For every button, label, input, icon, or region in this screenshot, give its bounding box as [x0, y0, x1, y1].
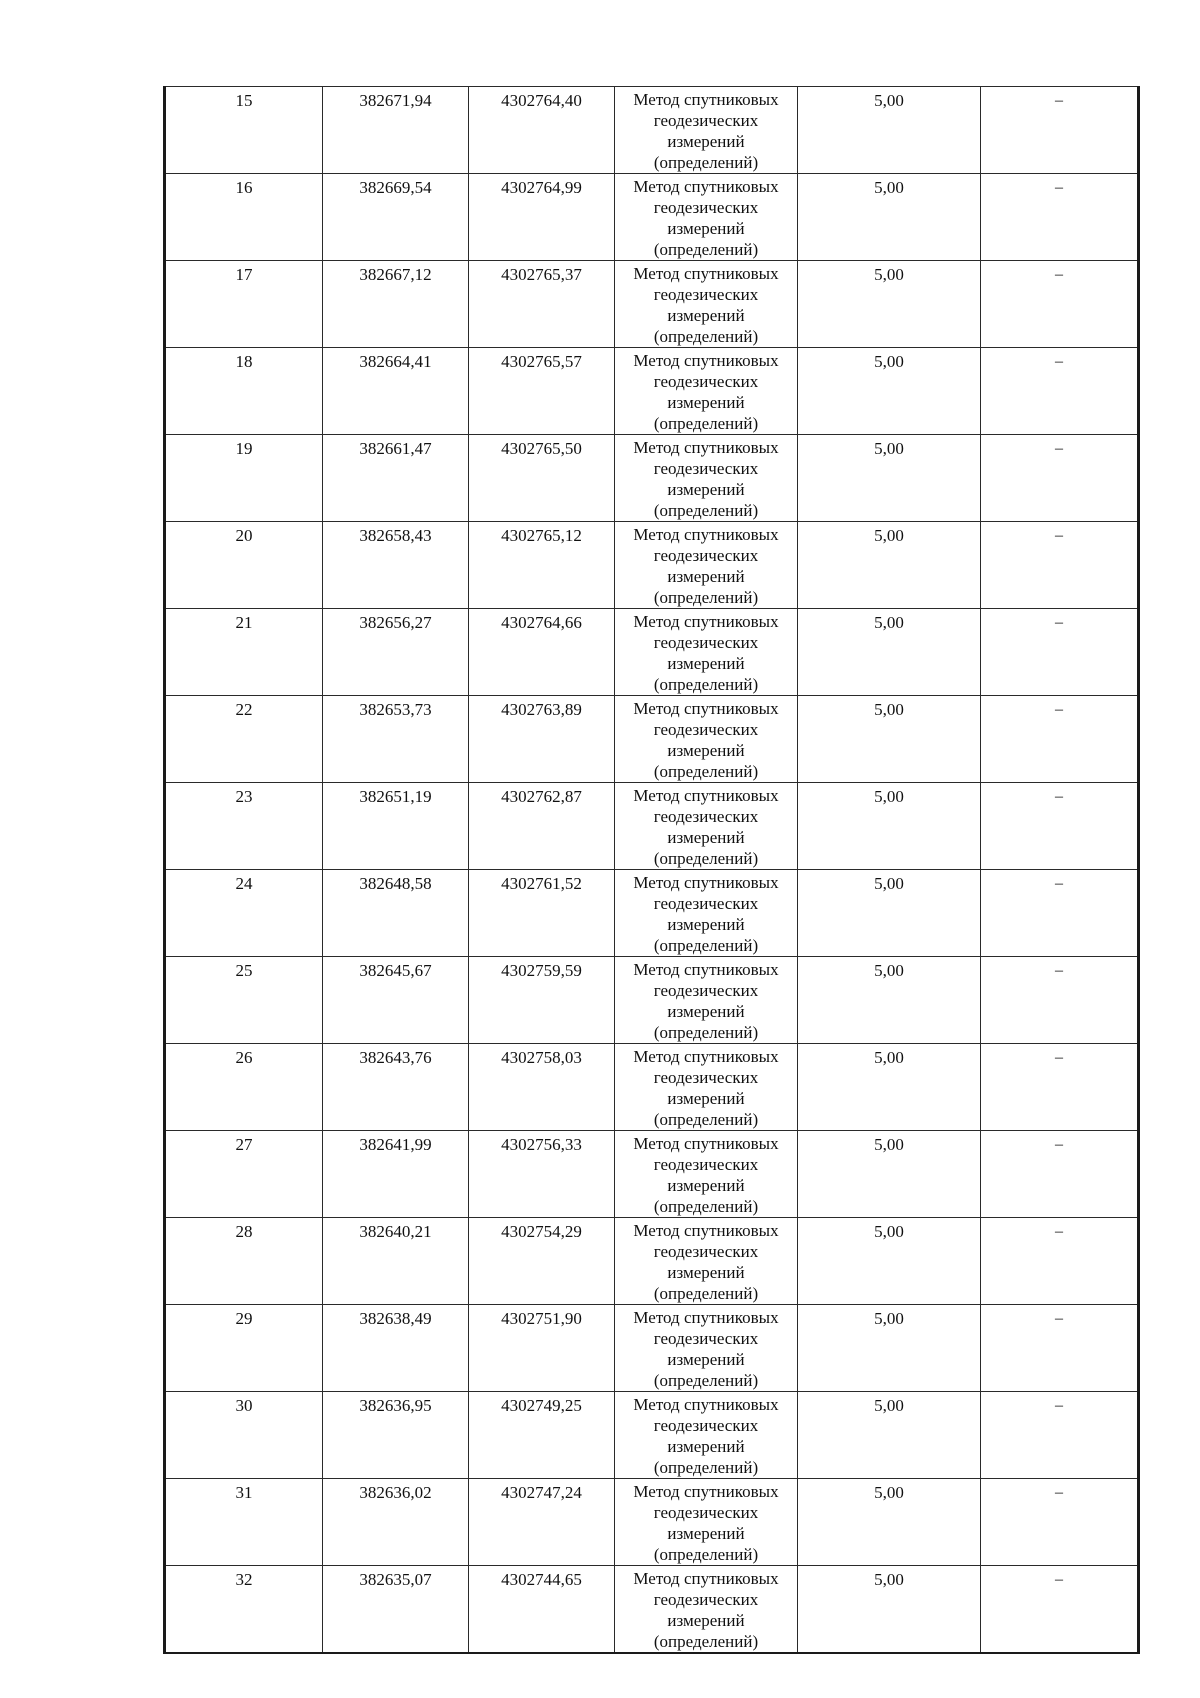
coord-y-cell: 4302765,12	[469, 522, 615, 609]
coord-y-cell: 4302765,37	[469, 261, 615, 348]
coord-x-cell: 382635,07	[323, 1566, 469, 1654]
accuracy-cell: 5,00	[798, 957, 981, 1044]
table-row	[165, 609, 1139, 696]
note-cell: –	[981, 261, 1139, 348]
point-number-cell: 31	[165, 1479, 323, 1566]
coord-y-cell: 4302759,59	[469, 957, 615, 1044]
method-cell: Метод спутниковых геодезических измерений (определений)	[615, 1044, 798, 1131]
point-number-cell: 19	[165, 435, 323, 522]
coord-x-cell: 382640,21	[323, 1218, 469, 1305]
table-row	[165, 957, 1139, 1044]
coord-y-cell: 4302764,40	[469, 87, 615, 174]
coord-x-cell: 382648,58	[323, 870, 469, 957]
table-row	[165, 696, 1139, 783]
note-cell: –	[981, 957, 1139, 1044]
coord-y-cell: 4302751,90	[469, 1305, 615, 1392]
note-cell: –	[981, 87, 1139, 174]
method-cell: Метод спутниковых геодезических измерений (определений)	[615, 1392, 798, 1479]
accuracy-cell: 5,00	[798, 1131, 981, 1218]
note-cell: –	[981, 783, 1139, 870]
note-cell: –	[981, 1566, 1139, 1654]
accuracy-cell: 5,00	[798, 87, 981, 174]
note-cell: –	[981, 1392, 1139, 1479]
table-row	[165, 261, 1139, 348]
accuracy-cell: 5,00	[798, 696, 981, 783]
point-number-cell: 28	[165, 1218, 323, 1305]
method-cell: Метод спутниковых геодезических измерений (определений)	[615, 696, 798, 783]
accuracy-cell: 5,00	[798, 261, 981, 348]
accuracy-cell: 5,00	[798, 609, 981, 696]
coord-x-cell: 382645,67	[323, 957, 469, 1044]
accuracy-cell: 5,00	[798, 522, 981, 609]
accuracy-cell: 5,00	[798, 1566, 981, 1654]
point-number-cell: 24	[165, 870, 323, 957]
coord-x-cell: 382641,99	[323, 1131, 469, 1218]
note-cell: –	[981, 435, 1139, 522]
point-number-cell: 27	[165, 1131, 323, 1218]
coord-y-cell: 4302754,29	[469, 1218, 615, 1305]
coord-x-cell: 382656,27	[323, 609, 469, 696]
method-cell: Метод спутниковых геодезических измерений (определений)	[615, 435, 798, 522]
coord-y-cell: 4302747,24	[469, 1479, 615, 1566]
table-row	[165, 1479, 1139, 1566]
table-row	[165, 87, 1139, 174]
coord-x-cell: 382658,43	[323, 522, 469, 609]
coord-x-cell: 382664,41	[323, 348, 469, 435]
accuracy-cell: 5,00	[798, 1044, 981, 1131]
coord-x-cell: 382653,73	[323, 696, 469, 783]
method-cell: Метод спутниковых геодезических измерений (определений)	[615, 1218, 798, 1305]
table-row	[165, 174, 1139, 261]
point-number-cell: 17	[165, 261, 323, 348]
table-row	[165, 1131, 1139, 1218]
coord-y-cell: 4302763,89	[469, 696, 615, 783]
coord-y-cell: 4302744,65	[469, 1566, 615, 1654]
point-number-cell: 18	[165, 348, 323, 435]
coord-y-cell: 4302765,57	[469, 348, 615, 435]
coord-x-cell: 382661,47	[323, 435, 469, 522]
table-row	[165, 522, 1139, 609]
point-number-cell: 20	[165, 522, 323, 609]
note-cell: –	[981, 870, 1139, 957]
method-cell: Метод спутниковых геодезических измерений (определений)	[615, 870, 798, 957]
method-cell: Метод спутниковых геодезических измерений (определений)	[615, 1566, 798, 1654]
point-number-cell: 15	[165, 87, 323, 174]
table-row	[165, 1218, 1139, 1305]
coord-x-cell: 382643,76	[323, 1044, 469, 1131]
coord-y-cell: 4302758,03	[469, 1044, 615, 1131]
coord-x-cell: 382651,19	[323, 783, 469, 870]
table-row	[165, 435, 1139, 522]
coord-y-cell: 4302756,33	[469, 1131, 615, 1218]
coord-x-cell: 382638,49	[323, 1305, 469, 1392]
note-cell: –	[981, 1218, 1139, 1305]
coord-y-cell: 4302765,50	[469, 435, 615, 522]
method-cell: Метод спутниковых геодезических измерений (определений)	[615, 87, 798, 174]
table-row	[165, 1392, 1139, 1479]
method-cell: Метод спутниковых геодезических измерений (определений)	[615, 957, 798, 1044]
coord-y-cell: 4302749,25	[469, 1392, 615, 1479]
point-number-cell: 25	[165, 957, 323, 1044]
accuracy-cell: 5,00	[798, 174, 981, 261]
accuracy-cell: 5,00	[798, 1479, 981, 1566]
accuracy-cell: 5,00	[798, 1305, 981, 1392]
note-cell: –	[981, 1044, 1139, 1131]
coord-x-cell: 382667,12	[323, 261, 469, 348]
point-number-cell: 21	[165, 609, 323, 696]
note-cell: –	[981, 1131, 1139, 1218]
note-cell: –	[981, 522, 1139, 609]
note-cell: –	[981, 348, 1139, 435]
point-number-cell: 32	[165, 1566, 323, 1654]
note-cell: –	[981, 696, 1139, 783]
coordinates-table-body	[165, 87, 1139, 1654]
point-number-cell: 29	[165, 1305, 323, 1392]
method-cell: Метод спутниковых геодезических измерений (определений)	[615, 174, 798, 261]
method-cell: Метод спутниковых геодезических измерений (определений)	[615, 1131, 798, 1218]
method-cell: Метод спутниковых геодезических измерений (определений)	[615, 1479, 798, 1566]
table-row	[165, 783, 1139, 870]
note-cell: –	[981, 1479, 1139, 1566]
point-number-cell: 22	[165, 696, 323, 783]
point-number-cell: 16	[165, 174, 323, 261]
method-cell: Метод спутниковых геодезических измерений (определений)	[615, 609, 798, 696]
coord-x-cell: 382669,54	[323, 174, 469, 261]
point-number-cell: 26	[165, 1044, 323, 1131]
method-cell: Метод спутниковых геодезических измерений (определений)	[615, 261, 798, 348]
coord-y-cell: 4302762,87	[469, 783, 615, 870]
note-cell: –	[981, 174, 1139, 261]
coord-x-cell: 382636,95	[323, 1392, 469, 1479]
method-cell: Метод спутниковых геодезических измерений (определений)	[615, 348, 798, 435]
point-number-cell: 23	[165, 783, 323, 870]
point-number-cell: 30	[165, 1392, 323, 1479]
coord-x-cell: 382636,02	[323, 1479, 469, 1566]
accuracy-cell: 5,00	[798, 348, 981, 435]
coord-y-cell: 4302764,99	[469, 174, 615, 261]
coord-x-cell: 382671,94	[323, 87, 469, 174]
coord-y-cell: 4302764,66	[469, 609, 615, 696]
accuracy-cell: 5,00	[798, 1218, 981, 1305]
table-row	[165, 870, 1139, 957]
method-cell: Метод спутниковых геодезических измерений (определений)	[615, 522, 798, 609]
accuracy-cell: 5,00	[798, 870, 981, 957]
accuracy-cell: 5,00	[798, 435, 981, 522]
table-row	[165, 1305, 1139, 1392]
table-row	[165, 348, 1139, 435]
table-row	[165, 1044, 1139, 1131]
coord-y-cell: 4302761,52	[469, 870, 615, 957]
method-cell: Метод спутниковых геодезических измерений (определений)	[615, 783, 798, 870]
accuracy-cell: 5,00	[798, 783, 981, 870]
note-cell: –	[981, 609, 1139, 696]
accuracy-cell: 5,00	[798, 1392, 981, 1479]
coordinates-table	[163, 86, 1140, 1654]
method-cell: Метод спутниковых геодезических измерений (определений)	[615, 1305, 798, 1392]
table-row	[165, 1566, 1139, 1654]
note-cell: –	[981, 1305, 1139, 1392]
